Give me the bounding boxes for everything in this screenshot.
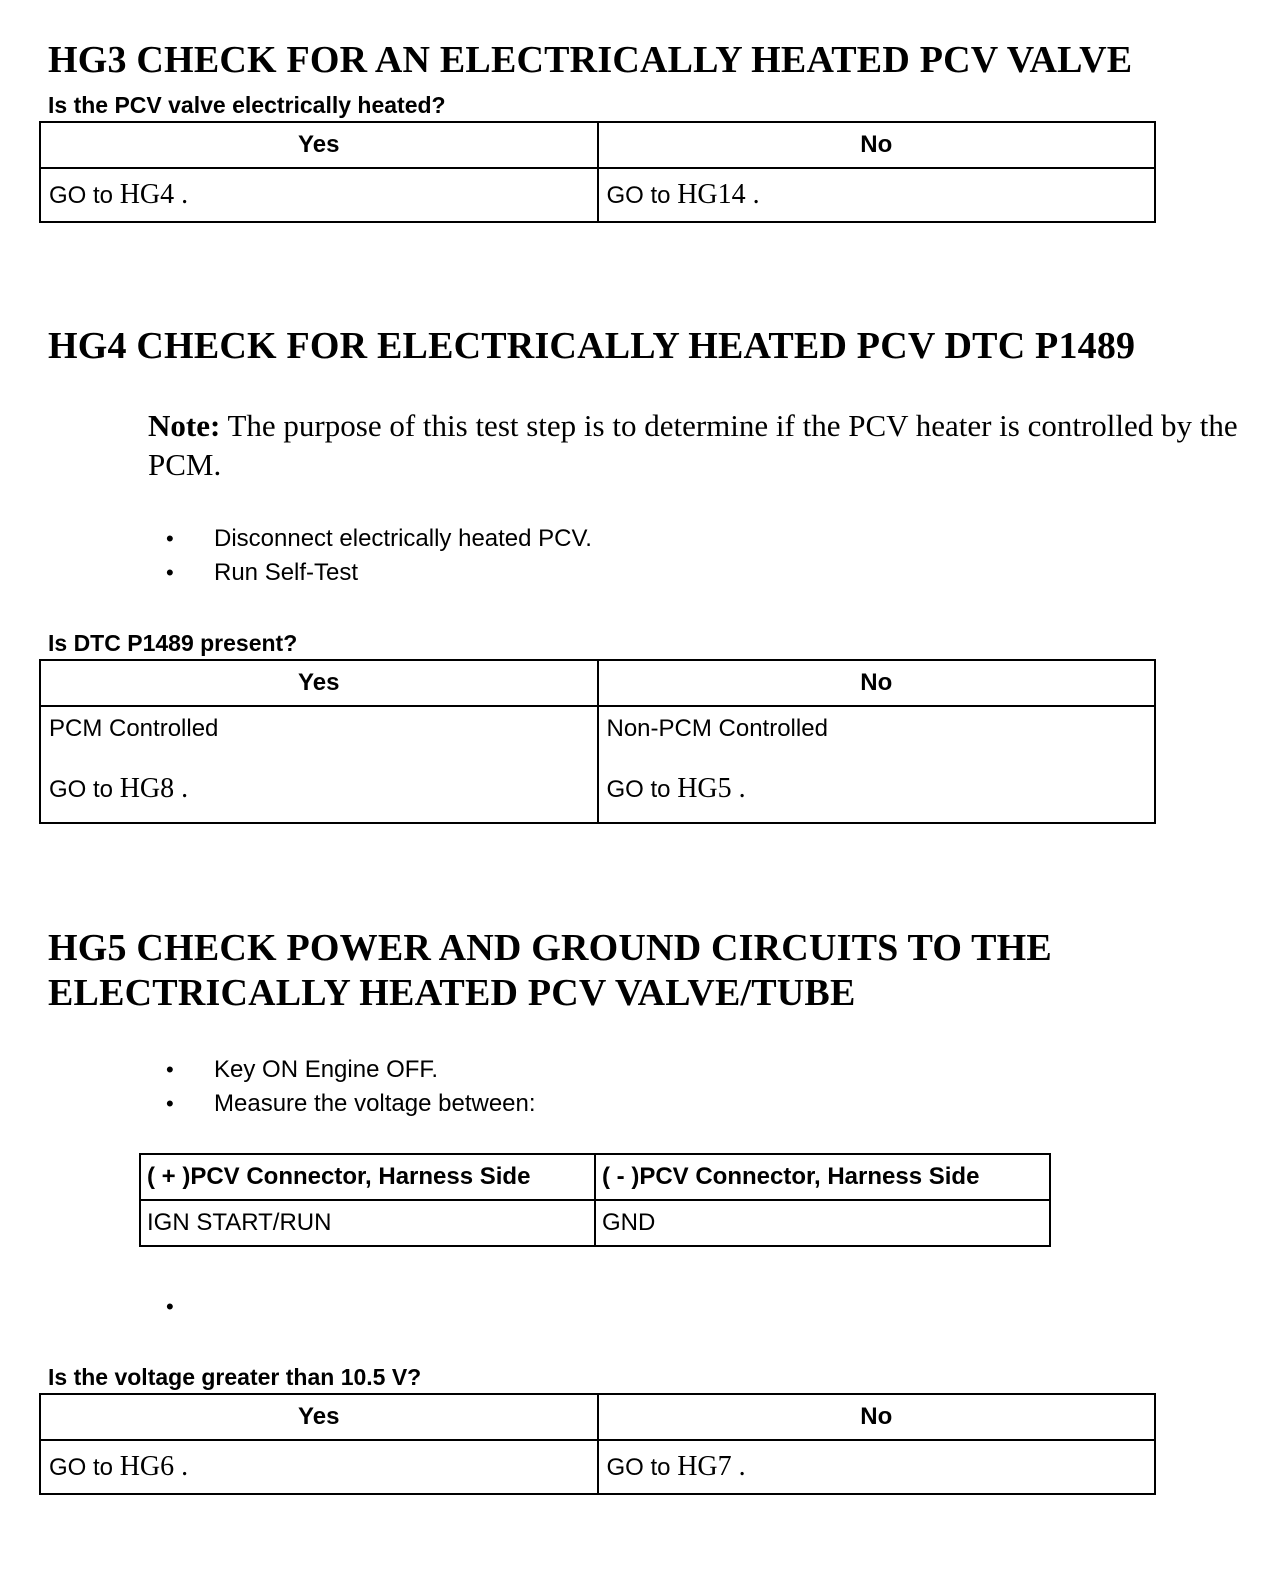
no-header: No [598,122,1156,168]
list-item-text: Run Self-Test [214,559,359,586]
yes-result: PCM Controlled [49,715,219,742]
hg5-question: Is the voltage greater than 10.5 V? [48,1364,422,1390]
goto-prefix: GO to [49,1454,120,1481]
note-text: The purpose of this test step is to determine if the PCV heater is controlled by the PCM. [148,408,1238,482]
table-header: ( + )PCV Connector, Harness Side [140,1154,595,1200]
hg3-heading: HG3 CHECK FOR AN ELECTRICALLY HEATED PCV VALVE [48,39,1133,81]
goto-ref: HG4 . [119,179,189,210]
list-item-text: Disconnect electrically heated PCV. [214,525,592,552]
yes-cell [40,168,598,222]
goto-hg4-link[interactable] [49,179,189,210]
goto-hg5-link[interactable] [606,773,746,804]
hg4-bullet-list [160,522,592,590]
hg5-heading-line1: HG5 CHECK POWER AND GROUND CIRCUITS TO THE [48,927,1052,969]
pcv-connector-table [139,1153,1051,1247]
no-cell [598,168,1156,222]
hg5-bullet-list [160,1053,536,1121]
bullet-icon: • [166,560,174,585]
bullet-icon: • [166,526,174,551]
hg4-note [148,406,1238,484]
bullet-icon: • [166,1294,174,1319]
list-item-text: Key ON Engine OFF. [214,1056,439,1083]
goto-ref: HG5 . [677,773,746,804]
hg3-question: Is the PCV valve electrically heated? [48,92,446,118]
goto-ref: HG14 . [677,179,760,210]
hg5-yes-no-table [39,1393,1156,1495]
goto-ref: HG7 . [677,1451,746,1482]
bullet-icon: • [166,1057,174,1082]
goto-hg7-link[interactable] [606,1451,746,1482]
table-cell: IGN START/RUN [140,1200,595,1246]
hg4-question: Is DTC P1489 present? [48,630,298,656]
goto-hg8-link[interactable] [49,773,189,804]
hg5-empty-bullet-list [160,1290,214,1324]
no-result: Non-PCM Controlled [606,715,828,742]
hg3-yes-no-table [39,121,1156,223]
goto-prefix: GO to [49,776,120,803]
list-item-text: Measure the voltage between: [214,1090,536,1117]
yes-header: Yes [40,1394,598,1440]
list-item [160,1087,536,1121]
list-item [160,556,592,590]
goto-hg14-link[interactable] [606,179,760,210]
goto-prefix: GO to [606,776,678,803]
yes-header: Yes [40,122,598,168]
no-header: No [598,1394,1156,1440]
hg4-heading: HG4 CHECK FOR ELECTRICALLY HEATED PCV DTC P1489 [48,325,1136,367]
list-item [160,1053,536,1087]
hg4-yes-no-table [39,659,1156,824]
no-cell [598,706,1156,823]
goto-ref: HG8 . [119,773,189,804]
yes-cell [40,1440,598,1494]
table-header: ( - )PCV Connector, Harness Side [595,1154,1050,1200]
yes-cell [40,706,598,823]
table-cell: GND [595,1200,1050,1246]
no-cell [598,1440,1156,1494]
goto-hg6-link[interactable] [49,1451,189,1482]
no-header: No [598,660,1156,706]
goto-ref: HG6 . [119,1451,189,1482]
goto-prefix: GO to [49,182,120,209]
bullet-icon: • [166,1091,174,1116]
list-item [160,1290,214,1324]
goto-prefix: GO to [606,182,678,209]
goto-prefix: GO to [606,1454,678,1481]
hg5-heading-line2: ELECTRICALLY HEATED PCV VALVE/TUBE [48,972,856,1014]
list-item [160,522,592,556]
yes-header: Yes [40,660,598,706]
note-label: Note: [148,408,221,443]
